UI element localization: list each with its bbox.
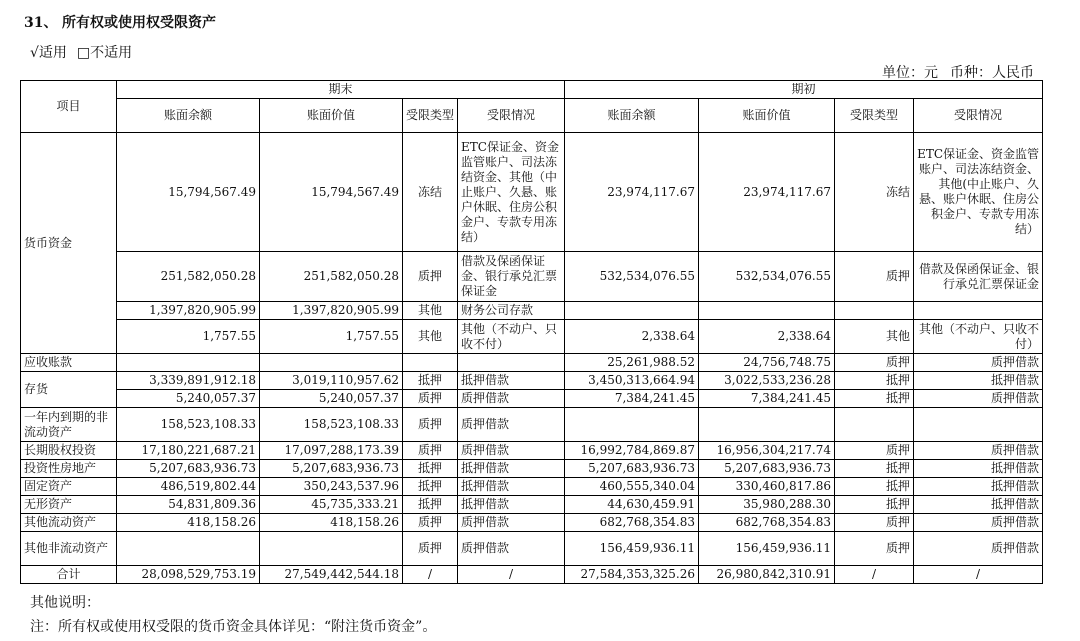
cell-begin-value: 23,974,117.67 <box>699 133 835 252</box>
cell-begin-type: / <box>835 566 914 584</box>
header-period-end: 期末 <box>117 81 565 99</box>
table-row <box>21 354 1043 372</box>
cell-end-balance: 17,180,221,687.21 <box>117 442 260 460</box>
cell-begin-balance <box>565 302 699 320</box>
table-row <box>21 133 1043 252</box>
cell-begin-balance <box>565 408 699 442</box>
cell-begin-status: / <box>914 566 1043 584</box>
cell-end-type <box>403 354 458 372</box>
header-period-begin: 期初 <box>565 81 1043 99</box>
cell-begin-balance: 460,555,340.04 <box>565 478 699 496</box>
table-row <box>21 532 1043 566</box>
cell-begin-value: 7,384,241.45 <box>699 390 835 408</box>
cell-end-balance: 486,519,802.44 <box>117 478 260 496</box>
other-notes-text: 注：所有权或使用权受限的货币资金具体详见：“附注货币资金”。 <box>30 619 437 635</box>
section-number: 31、 <box>24 15 58 31</box>
cell-begin-value: 532,534,076.55 <box>699 252 835 302</box>
cell-end-value: 5,240,057.37 <box>260 390 403 408</box>
row-item-label: 无形资产 <box>21 496 117 514</box>
unit-line <box>882 62 1034 82</box>
cell-end-status: 抵押借款 <box>458 478 565 496</box>
cell-end-value: 27,549,442,544.18 <box>260 566 403 584</box>
cell-end-value <box>260 532 403 566</box>
cell-end-type: 抵押 <box>403 460 458 478</box>
cell-begin-balance: 23,974,117.67 <box>565 133 699 252</box>
cell-end-value <box>260 354 403 372</box>
cell-begin-type: 质押 <box>835 354 914 372</box>
cell-end-status: 财务公司存款 <box>458 302 565 320</box>
option-not-applicable: □不适用 <box>76 45 133 61</box>
cell-begin-status: 质押借款 <box>914 442 1043 460</box>
cell-end-value: 350,243,537.96 <box>260 478 403 496</box>
cell-end-status: 质押借款 <box>458 442 565 460</box>
option-applicable: √适用 <box>30 45 67 61</box>
cell-end-balance: 251,582,050.28 <box>117 252 260 302</box>
row-item-label: 存货 <box>21 372 117 408</box>
table-row <box>21 442 1043 460</box>
cell-begin-type: 质押 <box>835 442 914 460</box>
unit-label: 单位：元 <box>882 65 938 81</box>
cell-end-status: / <box>458 566 565 584</box>
cell-begin-type: 抵押 <box>835 390 914 408</box>
header-end-restriction-status: 受限情况 <box>458 99 565 133</box>
cell-begin-status: 抵押借款 <box>914 460 1043 478</box>
cell-end-status: 质押借款 <box>458 514 565 532</box>
cell-begin-type <box>835 302 914 320</box>
cell-end-value: 17,097,288,173.39 <box>260 442 403 460</box>
section-title: 所有权或使用权受限资产 <box>62 15 216 31</box>
cell-begin-value: 5,207,683,936.73 <box>699 460 835 478</box>
cell-end-value: 15,794,567.49 <box>260 133 403 252</box>
table-row <box>21 372 1043 390</box>
cell-begin-status: 质押借款 <box>914 532 1043 566</box>
row-item-label: 固定资产 <box>21 478 117 496</box>
currency-label: 币种：人民币 <box>950 65 1034 81</box>
cell-end-type: 抵押 <box>403 496 458 514</box>
restricted-assets-table <box>20 80 1043 584</box>
cell-begin-status: 质押借款 <box>914 354 1043 372</box>
cell-end-status <box>458 354 565 372</box>
cell-end-balance: 54,831,809.36 <box>117 496 260 514</box>
cell-begin-status: 抵押借款 <box>914 496 1043 514</box>
cell-end-value: 45,735,333.21 <box>260 496 403 514</box>
cell-begin-type: 抵押 <box>835 496 914 514</box>
cell-begin-balance: 3,450,313,664.94 <box>565 372 699 390</box>
cell-begin-type: 质押 <box>835 514 914 532</box>
row-item-label: 一年内到期的非流动资产 <box>21 408 117 442</box>
cell-begin-value: 156,459,936.11 <box>699 532 835 566</box>
cell-end-value: 3,019,110,957.62 <box>260 372 403 390</box>
header-end-restriction-type: 受限类型 <box>403 99 458 133</box>
cell-begin-type: 抵押 <box>835 372 914 390</box>
cell-begin-status: 质押借款 <box>914 514 1043 532</box>
table-row <box>21 478 1043 496</box>
cell-end-type: 抵押 <box>403 478 458 496</box>
cell-end-balance: 5,240,057.37 <box>117 390 260 408</box>
row-item-label: 长期股权投资 <box>21 442 117 460</box>
cell-end-balance <box>117 532 260 566</box>
cell-end-type: 质押 <box>403 408 458 442</box>
cell-begin-balance: 156,459,936.11 <box>565 532 699 566</box>
cell-begin-balance: 25,261,988.52 <box>565 354 699 372</box>
cell-begin-status: 抵押借款 <box>914 478 1043 496</box>
header-end-book-balance: 账面余额 <box>117 99 260 133</box>
header-end-book-value: 账面价值 <box>260 99 403 133</box>
cell-begin-status: 借款及保函保证金、银行承兑汇票保证金 <box>914 252 1043 302</box>
cell-end-balance: 418,158.26 <box>117 514 260 532</box>
cell-begin-status: 抵押借款 <box>914 372 1043 390</box>
cell-begin-status <box>914 302 1043 320</box>
cell-begin-type: 冻结 <box>835 133 914 252</box>
cell-end-status: 抵押借款 <box>458 460 565 478</box>
cell-end-type: 质押 <box>403 514 458 532</box>
row-item-label: 其他流动资产 <box>21 514 117 532</box>
cell-begin-value: 35,980,288.30 <box>699 496 835 514</box>
cell-begin-balance: 16,992,784,869.87 <box>565 442 699 460</box>
cell-end-type: 质押 <box>403 442 458 460</box>
cell-end-value: 5,207,683,936.73 <box>260 460 403 478</box>
cell-begin-balance: 2,338.64 <box>565 320 699 354</box>
cell-begin-type: 质押 <box>835 532 914 566</box>
cell-begin-balance: 7,384,241.45 <box>565 390 699 408</box>
table-row <box>21 320 1043 354</box>
header-item: 项目 <box>21 81 117 133</box>
cell-begin-type: 质押 <box>835 252 914 302</box>
cell-end-type: 质押 <box>403 532 458 566</box>
cell-end-status: 质押借款 <box>458 408 565 442</box>
cell-begin-type: 其他 <box>835 320 914 354</box>
cell-begin-balance: 27,584,353,325.26 <box>565 566 699 584</box>
cell-end-balance: 5,207,683,936.73 <box>117 460 260 478</box>
cell-begin-value: 330,460,817.86 <box>699 478 835 496</box>
cell-begin-value: 2,338.64 <box>699 320 835 354</box>
table-row <box>21 566 1043 584</box>
table-row <box>21 460 1043 478</box>
cell-begin-status: ETC保证金、资金监管账户、司法冻结资金、其他(中止账户、久悬、账户休眠、住房公积金户、专款专用冻结） <box>914 133 1043 252</box>
cell-end-type: 冻结 <box>403 133 458 252</box>
cell-end-status: ETC保证金、资金监管账户、司法冻结资金、其他（中止账户、久悬、账户休眠、住房公积金户、专款专用冻结） <box>458 133 565 252</box>
cell-end-status: 抵押借款 <box>458 496 565 514</box>
cell-end-type: 质押 <box>403 252 458 302</box>
cell-end-balance: 158,523,108.33 <box>117 408 260 442</box>
cell-end-status: 借款及保函保证金、银行承兑汇票保证金 <box>458 252 565 302</box>
cell-end-status: 质押借款 <box>458 390 565 408</box>
cell-end-value: 1,397,820,905.99 <box>260 302 403 320</box>
table-row <box>21 302 1043 320</box>
cell-end-type: / <box>403 566 458 584</box>
cell-begin-type: 抵押 <box>835 478 914 496</box>
cell-begin-value: 16,956,304,217.74 <box>699 442 835 460</box>
header-begin-restriction-type: 受限类型 <box>835 99 914 133</box>
cell-begin-balance: 44,630,459.91 <box>565 496 699 514</box>
cell-end-status: 其他（不动户、只收不付） <box>458 320 565 354</box>
cell-begin-type <box>835 408 914 442</box>
cell-begin-value: 3,022,533,236.28 <box>699 372 835 390</box>
cell-end-balance: 15,794,567.49 <box>117 133 260 252</box>
cell-begin-balance: 532,534,076.55 <box>565 252 699 302</box>
table-row <box>21 408 1043 442</box>
cell-begin-status: 质押借款 <box>914 390 1043 408</box>
cell-begin-value: 682,768,354.83 <box>699 514 835 532</box>
cell-end-status: 质押借款 <box>458 532 565 566</box>
cell-begin-status <box>914 408 1043 442</box>
row-item-label: 合计 <box>21 566 117 584</box>
row-item-label: 货币资金 <box>21 133 117 354</box>
cell-begin-value: 26,980,842,310.91 <box>699 566 835 584</box>
cell-end-value: 158,523,108.33 <box>260 408 403 442</box>
row-item-label: 其他非流动资产 <box>21 532 117 566</box>
table-row <box>21 252 1043 302</box>
row-item-label: 投资性房地产 <box>21 460 117 478</box>
cell-end-value: 251,582,050.28 <box>260 252 403 302</box>
cell-end-status: 抵押借款 <box>458 372 565 390</box>
applicability-options <box>30 42 132 62</box>
cell-begin-balance: 5,207,683,936.73 <box>565 460 699 478</box>
cell-end-type: 其他 <box>403 320 458 354</box>
table-row <box>21 390 1043 408</box>
cell-begin-value: 24,756,748.75 <box>699 354 835 372</box>
cell-end-balance: 3,339,891,912.18 <box>117 372 260 390</box>
cell-begin-value <box>699 408 835 442</box>
other-notes-label: 其他说明： <box>30 595 100 611</box>
section-heading <box>24 12 216 32</box>
cell-end-balance: 1,757.55 <box>117 320 260 354</box>
cell-end-type: 其他 <box>403 302 458 320</box>
cell-begin-status: 其他（不动户、只收不付） <box>914 320 1043 354</box>
table-row <box>21 514 1043 532</box>
cell-end-type: 质押 <box>403 390 458 408</box>
cell-end-value: 1,757.55 <box>260 320 403 354</box>
cell-end-value: 418,158.26 <box>260 514 403 532</box>
cell-begin-type: 抵押 <box>835 460 914 478</box>
row-item-label: 应收账款 <box>21 354 117 372</box>
table-row <box>21 496 1043 514</box>
cell-end-balance: 28,098,529,753.19 <box>117 566 260 584</box>
header-begin-book-value: 账面价值 <box>699 99 835 133</box>
cell-begin-balance: 682,768,354.83 <box>565 514 699 532</box>
cell-end-balance: 1,397,820,905.99 <box>117 302 260 320</box>
cell-end-balance <box>117 354 260 372</box>
cell-end-type: 抵押 <box>403 372 458 390</box>
cell-begin-value <box>699 302 835 320</box>
header-begin-restriction-status: 受限情况 <box>914 99 1043 133</box>
header-begin-book-balance: 账面余额 <box>565 99 699 133</box>
